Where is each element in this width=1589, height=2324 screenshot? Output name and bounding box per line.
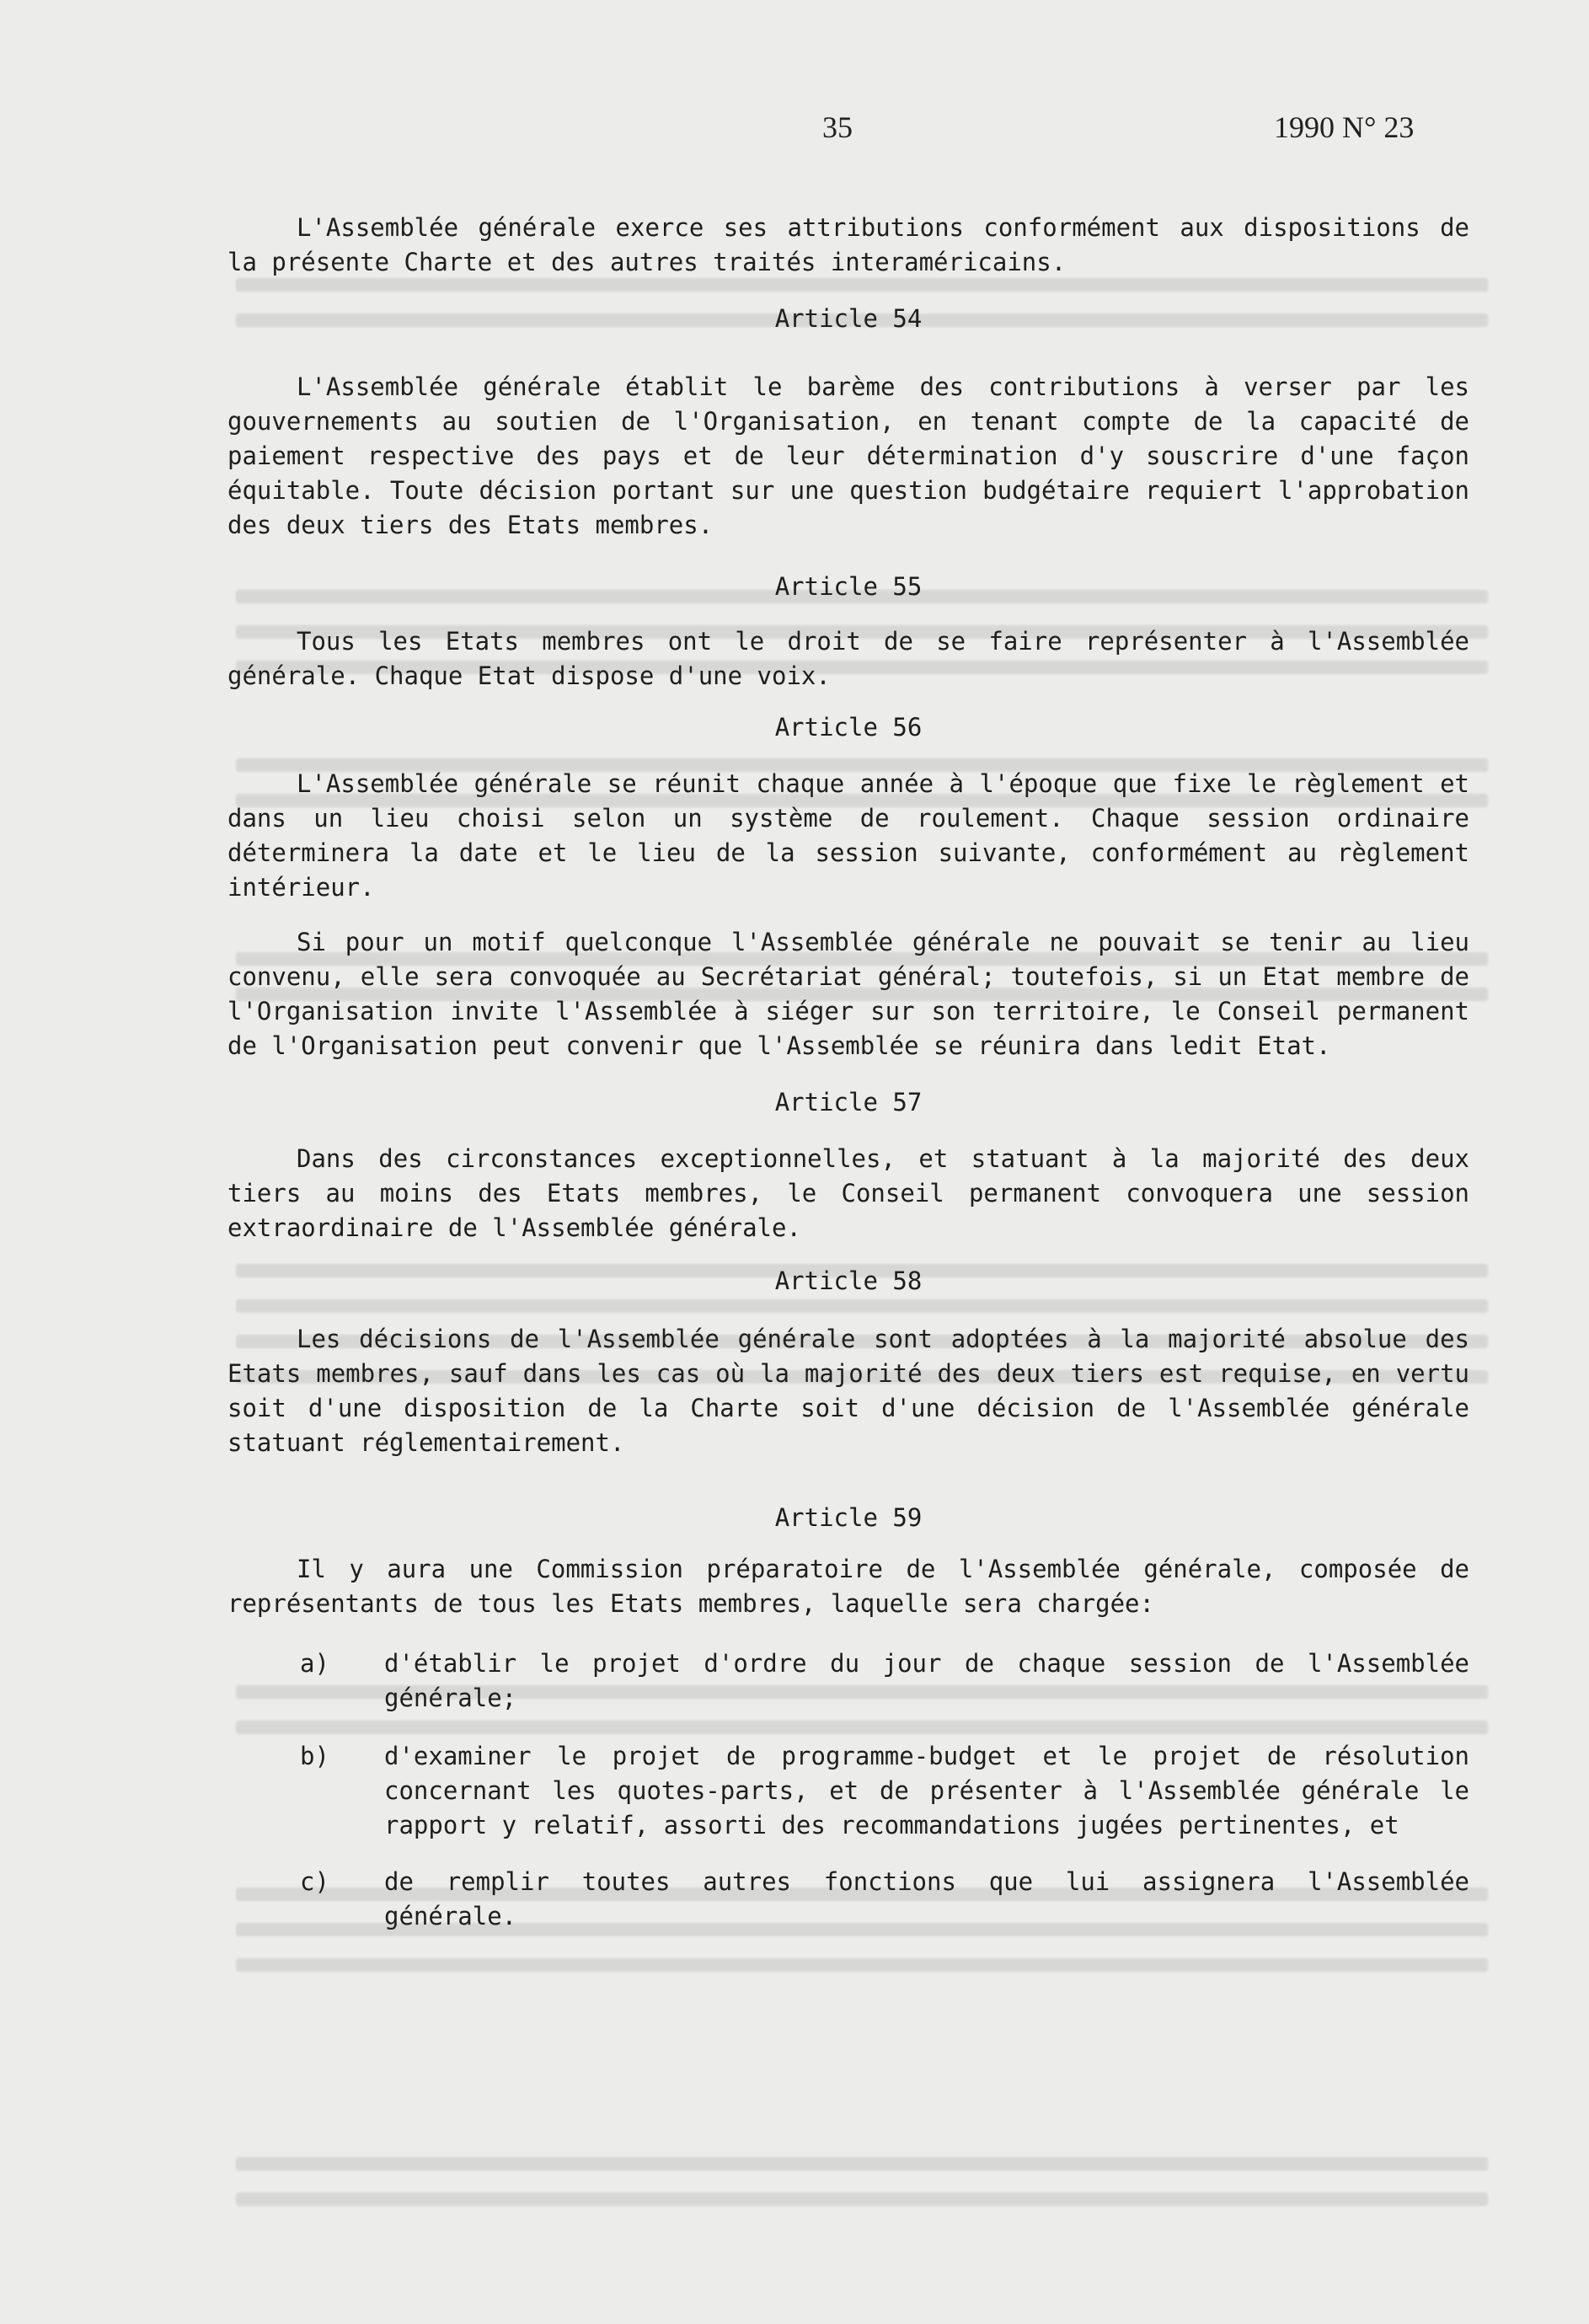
intro-paragraph: L'Assemblée générale exerce ses attributions conformément aux dispositions de la présente Charte et des autres traités interaméricains. [227, 213, 1469, 276]
list-item-text: d'examiner le projet de programme-budget et le projet de résolution concernant les quotes-parts, et de présenter à l'Assemblée générale le rapport y relatif, assorti des recommandations jugées pertinentes, et [384, 1742, 1469, 1839]
article-54-paragraph: L'Assemblée générale établit le barème des contributions à verser par les gouvernements au soutien de l'Organisation, en tenant compte de la capacité de paiement respective des pays et de leur détermination d'y souscrire d'une façon équitable. Toute décision portant sur une question budgétaire requiert l'approbation des deux tiers des Etats membres. [227, 372, 1469, 539]
page-number: 35 [822, 110, 853, 144]
article-59-list [227, 1647, 1469, 1934]
article-heading-59: Article 59 [774, 1503, 923, 1532]
article-56-paragraph-1: L'Assemblée générale se réunit chaque année à l'époque que fixe le règlement et dans un lieu choisi selon un système de roulement. Chaque session ordinaire déterminera la date et le lieu de la session suivante, conformément au règlement intérieur. [227, 769, 1469, 902]
article-heading-57: Article 57 [774, 1088, 923, 1116]
list-item [227, 1739, 1469, 1843]
list-item-label: b) [300, 1742, 329, 1770]
list-item-text: d'établir le projet d'ordre du jour de chaque session de l'Assemblée générale; [384, 1649, 1469, 1712]
gazette-reference: 1990 N° 23 [1274, 110, 1415, 144]
article-55-paragraph: Tous les Etats membres ont le droit de se faire représenter à l'Assemblée générale. Chaque Etat dispose d'une voix. [227, 627, 1469, 690]
article-57-paragraph: Dans des circonstances exceptionnelles, et statuant à la majorité des deux tiers au moins des Etats membres, le Conseil permanent convoquera une session extraordinaire de l'Assemblée générale. [227, 1144, 1469, 1242]
article-59-paragraph: Il y aura une Commission préparatoire de l'Assemblée générale, composée de représentants de tous les Etats membres, laquelle sera chargée: [227, 1555, 1469, 1618]
article-heading-58: Article 58 [774, 1266, 923, 1295]
document-body [227, 211, 1469, 1934]
article-56-paragraph-2: Si pour un motif quelconque l'Assemblée générale ne pouvait se tenir au lieu convenu, elle sera convoquée au Secrétariat général; toutefois, si un Etat membre de l'Organisation invite l'Assemblée à siéger sur son territoire, le Conseil permanent de l'Organisation peut convenir que l'Assemblée se réunira dans ledit Etat. [227, 928, 1469, 1060]
list-item-label: a) [300, 1649, 329, 1678]
article-heading-56: Article 56 [774, 713, 923, 742]
list-item-text: de remplir toutes autres fonctions que lui assignera l'Assemblée générale. [384, 1867, 1469, 1930]
article-58-paragraph: Les décisions de l'Assemblée générale sont adoptées à la majorité absolue des Etats membres, sauf dans les cas où la majorité des deux tiers est requise, en vertu soit d'une disposition de la Charte soit d'une décision de l'Assemblée générale statuant réglementairement. [227, 1325, 1469, 1457]
list-item-label: c) [300, 1867, 329, 1896]
article-heading-55: Article 55 [774, 572, 923, 601]
article-heading-54: Article 54 [774, 304, 923, 333]
list-item [227, 1865, 1469, 1934]
list-item [227, 1647, 1469, 1716]
